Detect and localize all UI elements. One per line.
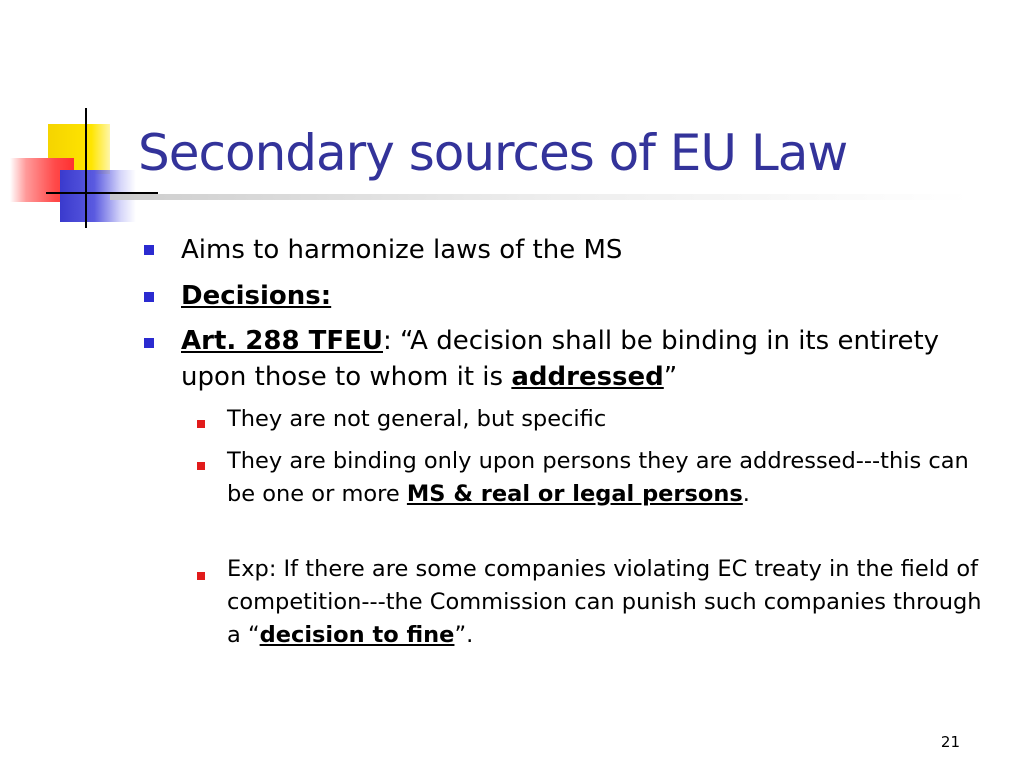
sub-emphasis: MS & real or legal persons — [406, 481, 743, 507]
bullet-item-3 — [181, 323, 951, 395]
quote-text-b: ” — [663, 362, 678, 392]
slide-title: Secondary sources of EU Law — [138, 124, 848, 182]
sub-emphasis: decision to fine — [259, 622, 455, 648]
sub-bullet-item-2 — [227, 445, 997, 511]
bullet-square-icon — [144, 338, 154, 348]
sub-bullet-item-3 — [227, 553, 997, 652]
sub-bullet-square-icon — [197, 572, 205, 580]
sub-text-a: Exp: If there are some companies violating EC treaty in the field of competition---the Commission can punish such companies through a “ — [227, 556, 982, 648]
bullet-item-2 — [181, 278, 951, 314]
quote-emphasis: addressed — [511, 362, 664, 392]
page-number: 21 — [940, 733, 960, 751]
sub-bullet-square-icon — [197, 420, 205, 428]
article-reference: Art. 288 TFEU — [181, 326, 383, 356]
quote-text-a: : “A decision shall be binding in its entirety upon those to whom it is — [181, 326, 940, 392]
bullet-square-icon — [144, 245, 154, 255]
sub-bullet-item-1: They are not general, but specific — [227, 406, 607, 432]
sub-bullet-square-icon — [197, 462, 205, 470]
sub-text-b: ”. — [454, 622, 474, 648]
sub-text-a: They are binding only upon persons they are addressed---this can be one or more — [227, 448, 969, 507]
bullet-item-1: Aims to harmonize laws of the MS — [181, 235, 623, 265]
sub-text-b: . — [742, 481, 750, 507]
bullet-square-icon — [144, 292, 154, 302]
decisions-heading: Decisions: — [181, 281, 332, 311]
